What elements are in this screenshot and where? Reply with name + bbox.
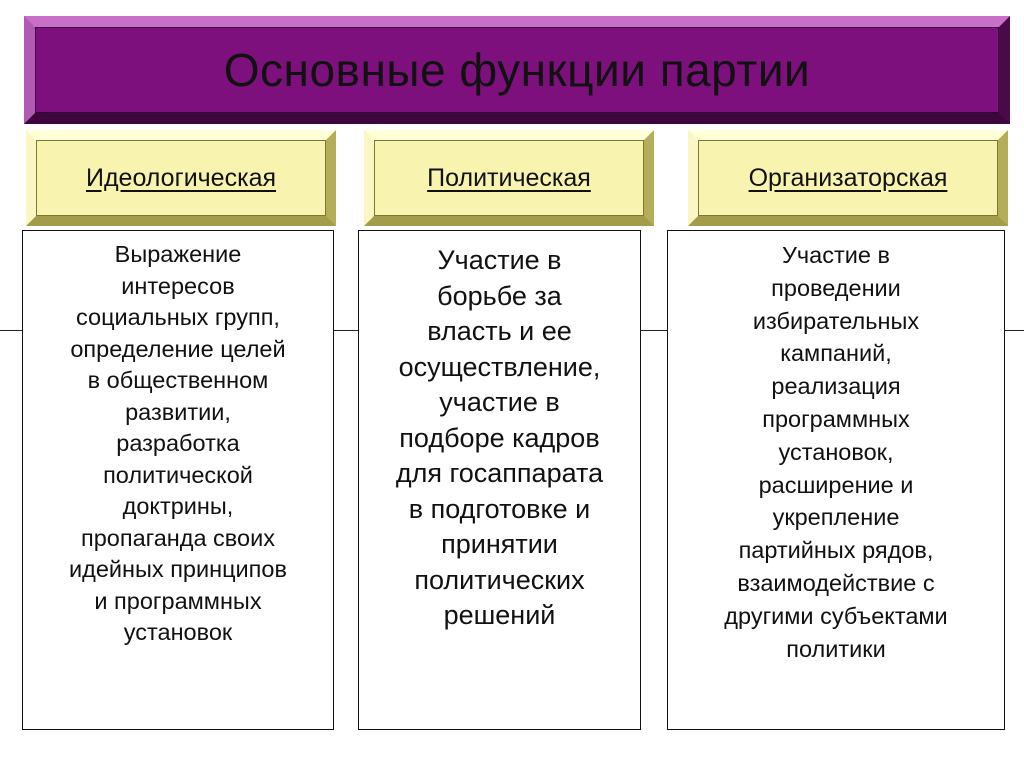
heading-face bbox=[37, 141, 325, 215]
description-card-political bbox=[358, 230, 641, 730]
description-card-organizational bbox=[667, 230, 1005, 730]
title-face bbox=[36, 28, 998, 112]
heading-political bbox=[364, 130, 654, 226]
heading-ideological bbox=[26, 130, 336, 226]
description-card-ideological bbox=[22, 230, 334, 730]
heading-face bbox=[375, 141, 643, 215]
page-title: Основные функции партии bbox=[223, 44, 811, 96]
title-banner bbox=[24, 16, 1010, 124]
description-text: Участие в проведении избирательных кампаний, реализация программных установок, расширение и укрепление партийных рядов, взаимодействие с другими субъектами политики bbox=[724, 242, 948, 662]
heading-label: Идеологическая bbox=[85, 163, 277, 192]
description-text: Выражение интересов социальных групп, определение целей в общественном развитии, разработка политической доктрины, пропаганда своих идейных принципов и программных установок bbox=[69, 241, 287, 645]
heading-label: Политическая bbox=[427, 163, 591, 192]
heading-label: Организаторская bbox=[748, 163, 948, 192]
heading-face bbox=[699, 141, 997, 215]
heading-organizational bbox=[688, 130, 1008, 226]
description-text: Участие в борьбе за власть и ее осуществление, участие в подборе кадров для госаппарата в подготовке и принятии политических решений bbox=[395, 245, 604, 630]
